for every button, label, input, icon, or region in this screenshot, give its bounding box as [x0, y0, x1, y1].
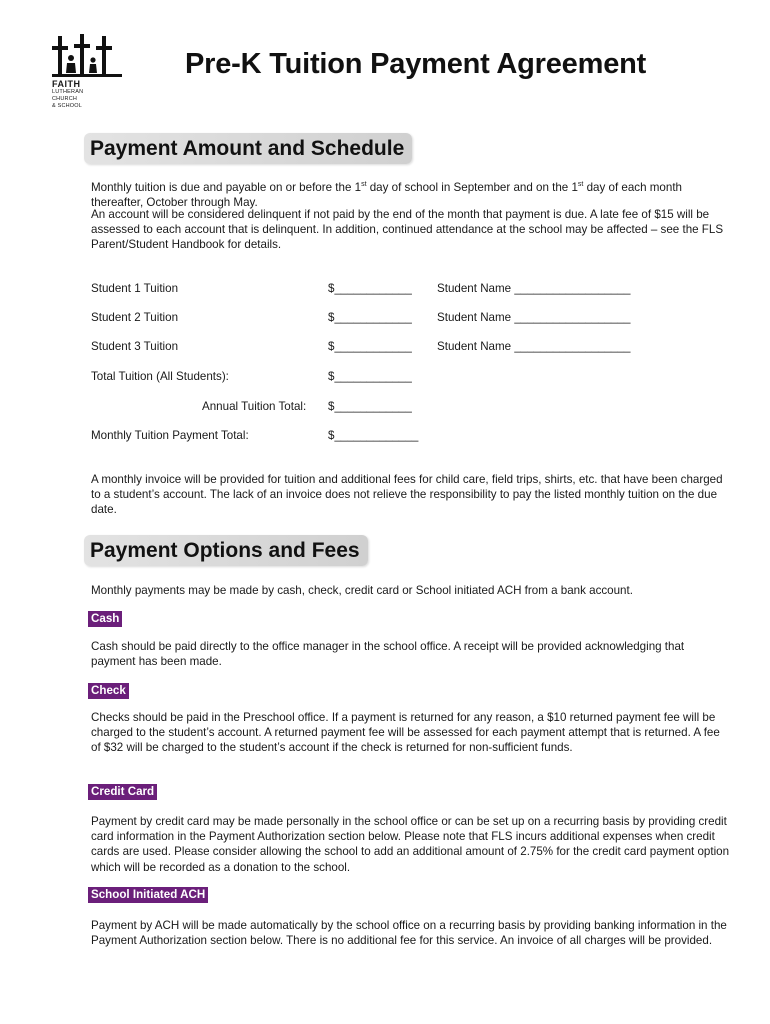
crosses-family-icon	[52, 34, 124, 78]
invoice-paragraph: A monthly invoice will be provided for tuition and additional fees for child care, field trips, shirts, etc. that have been charged to a student’s account. The lack of an invoice does not relieve the responsibility to pay the listed monthly tuition on the due date.	[91, 473, 723, 517]
annual-tuition-label: Annual Tuition Total:	[202, 400, 307, 413]
cash-paragraph: Cash should be paid directly to the office manager in the school office. A receipt will be provided acknowledging that payment has been made.	[91, 640, 685, 669]
student-3-amount-field[interactable]: $____________	[328, 340, 412, 353]
student-1-label: Student 1 Tuition	[91, 282, 179, 295]
annual-tuition-field[interactable]: $____________	[328, 400, 412, 413]
logo-name: FAITH	[52, 79, 81, 89]
section-heading-payment-amount: Payment Amount and Schedule	[84, 133, 412, 164]
student-3-name-field[interactable]: Student Name __________________	[437, 340, 631, 353]
superscript-st-1: st	[361, 181, 367, 188]
check-paragraph: Checks should be paid in the Preschool office. If a payment is returned for any reason, a $10 returned payment fee will be charged to the student’s account. A returned payment fee will be assessed for each payment attempt that is returned. A fee of $32 will be charged to the student’s account if the check is returned for non-sufficient funds.	[91, 711, 720, 755]
monthly-payment-field[interactable]: $_____________	[328, 429, 419, 442]
delinquency-paragraph: An account will be considered delinquent if not paid by the end of the month that payment is due. A late fee of $15 will be assessed to each account that is delinquent. In addition, continued attendance at the school may be affected – see the FLS Parent/Student Handbook for details.	[91, 208, 724, 252]
credit-card-tag: Credit Card	[88, 784, 157, 800]
ach-paragraph: Payment by ACH will be made automatically by the school office on a recurring basis by providing banking information in the Payment Authorization section below. There is no additional fee for this service. An invoice of all charges will be provided.	[91, 919, 727, 948]
student-2-label: Student 2 Tuition	[91, 311, 179, 324]
cash-tag: Cash	[88, 611, 122, 627]
logo-line-1: LUTHERAN	[52, 89, 84, 95]
total-tuition-label: Total Tuition (All Students):	[91, 370, 229, 383]
credit-card-paragraph: Payment by credit card may be made personally in the school office or can be set up on a recurring basis by providing credit card information in the Payment Authorization section below. Please note that FLS incurs additional expenses when credit cards are used. Please consider allowing the school to add an additional amount of 2.75% for the credit card payment option which will be recorded as a donation to the school.	[91, 815, 730, 874]
student-3-label: Student 3 Tuition	[91, 340, 179, 353]
due-date-text-c: day of each month thereafter, October through May.	[91, 180, 682, 210]
check-tag: Check	[88, 683, 129, 699]
student-2-amount-field[interactable]: $____________	[328, 311, 412, 324]
section-heading-payment-options: Payment Options and Fees	[84, 535, 368, 566]
total-tuition-field[interactable]: $____________	[328, 370, 412, 383]
student-2-name-field[interactable]: Student Name __________________	[437, 311, 631, 324]
payment-options-intro: Monthly payments may be made by cash, check, credit card or School initiated ACH from a bank account.	[91, 584, 633, 597]
student-1-name-field[interactable]: Student Name __________________	[437, 282, 631, 295]
page-title: Pre-K Tuition Payment Agreement	[185, 48, 647, 80]
logo-line-3: & SCHOOL	[52, 103, 83, 109]
monthly-payment-label: Monthly Tuition Payment Total:	[91, 429, 249, 442]
student-1-amount-field[interactable]: $____________	[328, 282, 412, 295]
school-logo	[52, 34, 132, 110]
due-date-paragraph	[91, 177, 731, 210]
ach-tag: School Initiated ACH	[88, 887, 208, 903]
superscript-st-2: st	[577, 181, 584, 188]
due-date-text-b: day of school in September and on the 1	[366, 180, 578, 194]
logo-line-2: CHURCH	[52, 96, 78, 102]
due-date-text-a: Monthly tuition is due and payable on or before the 1	[91, 180, 362, 194]
